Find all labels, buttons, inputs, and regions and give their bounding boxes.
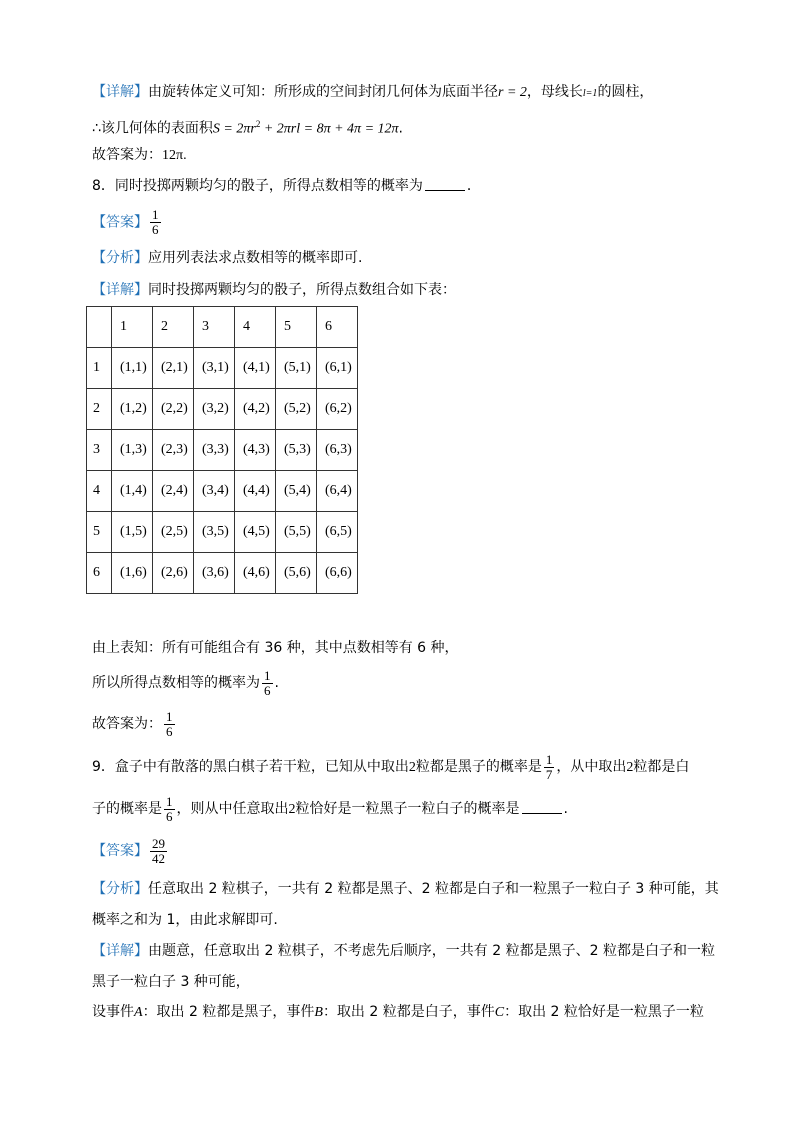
q8-answer-fraction	[150, 208, 161, 237]
analysis-text: 任意取出 2 粒棋子，一共有 2 粒都是黑子、2 粒都是白子和一粒黑子一粒白子 3 种可能，其	[148, 881, 719, 897]
q9-text: ，从中取出	[556, 759, 627, 775]
table-cell: (2,6)	[153, 553, 194, 594]
event-text: ：取出 2 粒恰好是一粒黑子一粒	[504, 1004, 704, 1020]
table-row	[87, 389, 358, 430]
q9-number: 2	[626, 760, 634, 775]
table-cell: (4,6)	[235, 553, 276, 594]
fraction-denominator: 42	[152, 850, 165, 866]
detail-tag: 【详解】	[92, 84, 148, 100]
table-cell: 4	[87, 471, 112, 512]
table-cell: (3,3)	[194, 430, 235, 471]
analysis-tag: 【分析】	[92, 881, 148, 897]
conclusion-end: .	[274, 675, 279, 691]
question-8-text: 8．同时投掷两颗均匀的骰子，所得点数相等的概率为	[92, 178, 423, 194]
fraction-numerator: 29	[152, 835, 165, 851]
event-label-c: C	[494, 1005, 505, 1020]
table-cell: 3	[194, 307, 235, 348]
table-cell: 5	[276, 307, 317, 348]
dice-outcome-table	[86, 306, 358, 594]
fraction-numerator: 1	[545, 751, 553, 767]
table-cell: 3	[87, 430, 112, 471]
table-cell: (4,4)	[235, 471, 276, 512]
answer-label: 故答案为：	[92, 147, 162, 163]
table-cell: (5,5)	[276, 512, 317, 553]
table-cell: (6,2)	[317, 389, 358, 430]
detail-tag: 【详解】	[92, 282, 148, 298]
table-cell: 2	[87, 389, 112, 430]
table-cell: 1	[112, 307, 153, 348]
event-label-a: A	[134, 1005, 143, 1020]
q9-number: 2	[408, 760, 416, 775]
table-cell: (1,4)	[112, 471, 153, 512]
q8-final-answer	[92, 709, 177, 739]
table-cell: (6,6)	[317, 553, 358, 594]
q9-text: 粒恰好是一粒黑子一粒白子的概率是	[295, 801, 520, 817]
table-cell: (5,1)	[276, 348, 317, 389]
event-label-b: B	[314, 1005, 323, 1020]
fraction-numerator: 1	[264, 667, 271, 683]
table-row	[87, 348, 358, 389]
table-cell: (4,2)	[235, 389, 276, 430]
table-cell: (3,5)	[194, 512, 235, 553]
table-cell: (3,4)	[194, 471, 235, 512]
table-cell: (2,4)	[153, 471, 194, 512]
table-cell	[87, 307, 112, 348]
table-cell: (2,5)	[153, 512, 194, 553]
black-prob-fraction	[544, 753, 555, 782]
analysis-tag: 【分析】	[92, 250, 148, 266]
white-prob-fraction	[164, 795, 175, 824]
detail-text-a: 由旋转体定义可知：所形成的空间封闭几何体为底面半径	[148, 84, 498, 100]
table-cell: (1,3)	[112, 430, 153, 471]
table-cell: (1,6)	[112, 553, 153, 594]
q9-number: 2	[288, 802, 296, 817]
q8-conclusion-2	[92, 668, 279, 698]
fraction-denominator: 6	[166, 808, 173, 824]
q9-text: 9．盒子中有散落的黑白棋子若干粒，已知从中取出	[92, 759, 409, 775]
table-row	[87, 512, 358, 553]
fraction-numerator: 1	[166, 793, 173, 809]
question-8	[92, 176, 481, 196]
table-cell: (3,2)	[194, 389, 235, 430]
event-text: ：取出 2 粒都是白子，事件	[322, 1004, 495, 1020]
question-9-line-2	[92, 792, 568, 827]
fraction-denominator: 6	[264, 682, 271, 698]
table-cell: (6,5)	[317, 512, 358, 553]
answer-label: 故答案为：	[92, 716, 162, 732]
conclusion-fraction	[262, 669, 273, 698]
detail-text: 同时投掷两颗均匀的骰子，所得点数组合如下表：	[148, 282, 456, 298]
fraction-numerator: 1	[152, 207, 159, 222]
table-cell: 5	[87, 512, 112, 553]
table-cell: (6,1)	[317, 348, 358, 389]
conclusion-text: 由上表知：所有可能组合有 36 种，其中点数相等有 6 种，	[92, 640, 459, 656]
analysis-text: 应用列表法求点数相等的概率即可.	[148, 250, 363, 266]
q8-conclusion-1	[92, 638, 459, 658]
table-cell: 6	[87, 553, 112, 594]
answer-value: 12π.	[162, 148, 187, 163]
conclusion-text: 所以所得点数相等的概率为	[92, 675, 260, 691]
fraction-denominator: 6	[166, 723, 173, 739]
table-cell: (5,6)	[276, 553, 317, 594]
q9-answer	[92, 836, 169, 866]
q9-text: 粒都是黑子的概率是	[415, 759, 542, 775]
table-row	[87, 471, 358, 512]
table-cell: (3,1)	[194, 348, 235, 389]
answer-tag: 【答案】	[92, 843, 148, 859]
q8-detail	[92, 280, 456, 300]
question-9-line-1	[92, 750, 689, 785]
fraction-numerator: 1	[166, 708, 173, 724]
q9-text: 子的概率是	[92, 801, 162, 817]
detail-tag: 【详解】	[92, 943, 148, 959]
analysis-text: 概率之和为 1，由此求解即可.	[92, 912, 278, 928]
surface-area-line	[92, 114, 403, 140]
q9-detail-1	[92, 941, 715, 961]
table-cell: (2,3)	[153, 430, 194, 471]
table-cell: (1,5)	[112, 512, 153, 553]
q9-detail-2	[92, 972, 250, 992]
table-cell: (1,1)	[112, 348, 153, 389]
q9-answer-fraction	[150, 837, 167, 866]
q9-end: .	[563, 801, 568, 817]
q9-text: ，则从中任意取出	[176, 801, 289, 817]
q9-text: 粒都是白	[633, 759, 690, 775]
q9-analysis-1	[92, 879, 719, 899]
table-cell: 6	[317, 307, 358, 348]
surface-prefix: ∴该几何体的表面积	[92, 120, 213, 137]
surface-end: .	[398, 120, 403, 137]
generatrix-expr: l=1	[582, 88, 598, 99]
table-cell: (5,2)	[276, 389, 317, 430]
detail-text: 由题意，任意取出 2 粒棋子，不考虑先后顺序，一共有 2 粒都是黑子、2 粒都是白子和一粒	[148, 943, 715, 959]
answer-line-1	[92, 145, 187, 166]
q8-answer	[92, 208, 163, 237]
q9-analysis-2	[92, 910, 278, 930]
detail-text-c: 的圆柱，	[597, 84, 654, 100]
table-row	[87, 430, 358, 471]
surface-formula-rhs: + 2πrl = 8π + 4π = 12π	[260, 121, 399, 137]
q8-analysis	[92, 248, 362, 268]
table-header-row	[87, 307, 358, 348]
table-cell: (5,4)	[276, 471, 317, 512]
detail-text: 黑子一粒白子 3 种可能，	[92, 974, 250, 990]
table-cell: 4	[235, 307, 276, 348]
table-cell: (4,1)	[235, 348, 276, 389]
radius-expr: r = 2	[498, 85, 527, 100]
answer-blank	[425, 176, 465, 191]
table-cell: (6,4)	[317, 471, 358, 512]
surface-square: 2	[255, 119, 261, 129]
table-cell: (3,6)	[194, 553, 235, 594]
event-text: 设事件	[92, 1004, 134, 1020]
table-cell: (1,2)	[112, 389, 153, 430]
final-fraction	[164, 710, 175, 739]
table-row	[87, 553, 358, 594]
table-cell: (2,1)	[153, 348, 194, 389]
question-8-end: ．	[466, 178, 481, 194]
detail-text-b: ，母线长	[526, 84, 583, 100]
table-cell: (2,2)	[153, 389, 194, 430]
answer-blank	[522, 799, 562, 814]
answer-tag: 【答案】	[92, 214, 148, 231]
fraction-denominator: 7	[545, 766, 553, 782]
event-text: ：取出 2 粒都是黑子，事件	[142, 1004, 315, 1020]
table-cell: (5,3)	[276, 430, 317, 471]
fraction-denominator: 6	[152, 222, 159, 237]
surface-formula-lhs: S = 2πr	[212, 121, 256, 137]
detail-line-1	[92, 82, 653, 104]
table-cell: 2	[153, 307, 194, 348]
table-cell: (6,3)	[317, 430, 358, 471]
table-cell: (4,5)	[235, 512, 276, 553]
q9-events	[92, 1002, 704, 1023]
table-cell: 1	[87, 348, 112, 389]
table-cell: (4,3)	[235, 430, 276, 471]
